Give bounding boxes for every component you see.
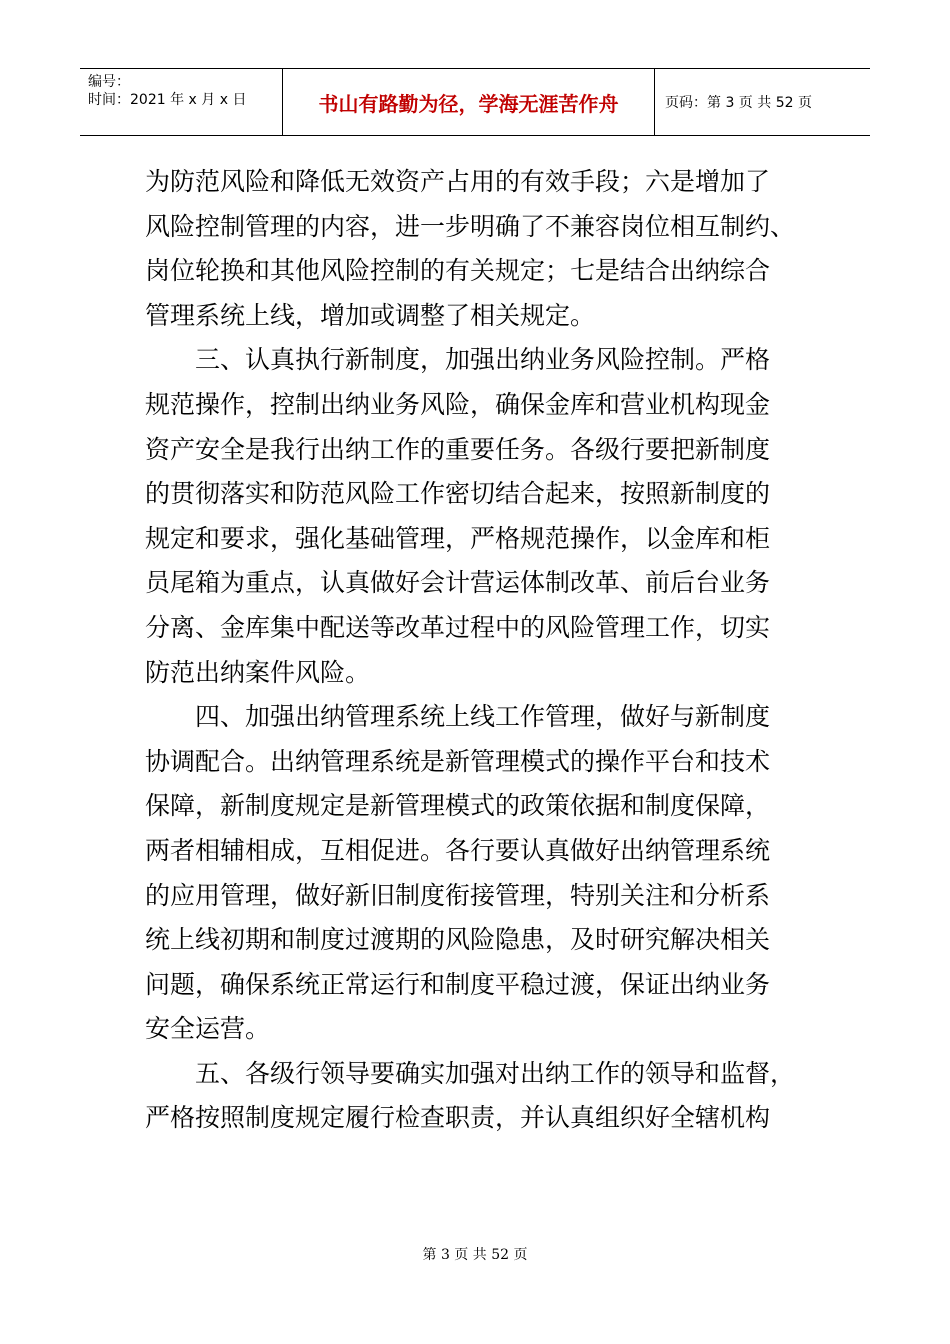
body-line: 分离、金库集中配送等改革过程中的风险管理工作，切实 <box>145 612 771 642</box>
header-page-info: 页码：第 3 页 共 52 页 <box>665 95 812 111</box>
document-date-label: 时间：2021 年 x 月 x 日 <box>88 92 247 108</box>
body-line: 资产安全是我行出纳工作的重要任务。各级行要把新制度 <box>145 434 771 464</box>
body-line: 管理系统上线，增加或调整了相关规定。 <box>145 300 596 330</box>
body-line: 安全运营。 <box>145 1014 271 1044</box>
body-line: 防范出纳案件风险。 <box>145 657 371 687</box>
header-motto-cell <box>282 69 655 135</box>
document-number-label: 编号： <box>88 74 130 90</box>
body-line: 的贯彻落实和防范风险工作密切结合起来，按照新制度的 <box>145 479 771 509</box>
body-line: 问题，确保系统正常运行和制度平稳过渡，保证出纳业务 <box>145 969 771 999</box>
body-line: 保障，新制度规定是新管理模式的政策依据和制度保障， <box>145 791 771 821</box>
body-line: 严格按照制度规定履行检查职责，并认真组织好全辖机构 <box>145 1103 771 1133</box>
body-line: 风险控制管理的内容，进一步明确了不兼容岗位相互制约、 <box>145 211 796 241</box>
document-body <box>145 160 805 1141</box>
header-page-cell <box>655 69 870 135</box>
body-line: 员尾箱为重点，认真做好会计营运体制改革、前后台业务 <box>145 568 771 598</box>
document-header <box>80 68 870 136</box>
page-footer: 第 3 页 共 52 页 <box>422 1247 528 1263</box>
body-line: 协调配合。出纳管理系统是新管理模式的操作平台和技术 <box>145 746 771 776</box>
body-line: 两者相辅相成，互相促进。各行要认真做好出纳管理系统 <box>145 835 771 865</box>
body-line: 规定和要求，强化基础管理，严格规范操作，以金库和柜 <box>145 523 771 553</box>
body-line: 岗位轮换和其他风险控制的有关规定；七是结合出纳综合 <box>145 256 771 286</box>
body-line: 为防范风险和降低无效资产占用的有效手段；六是增加了 <box>145 167 771 196</box>
body-line: 规范操作，控制出纳业务风险，确保金库和营业机构现金 <box>145 389 771 419</box>
header-motto: 书山有路勤为径，学海无涯苦作舟 <box>318 92 619 116</box>
header-meta-cell <box>80 69 282 135</box>
body-line: 四、加强出纳管理系统上线工作管理，做好与新制度 <box>145 702 771 732</box>
body-line: 统上线初期和制度过渡期的风险隐患，及时研究解决相关 <box>145 925 771 955</box>
body-line: 的应用管理，做好新旧制度衔接管理，特别关注和分析系 <box>145 880 771 910</box>
body-line: 五、各级行领导要确实加强对出纳工作的领导和监督， <box>145 1058 796 1088</box>
body-line: 三、认真执行新制度，加强出纳业务风险控制。严格 <box>145 345 771 375</box>
